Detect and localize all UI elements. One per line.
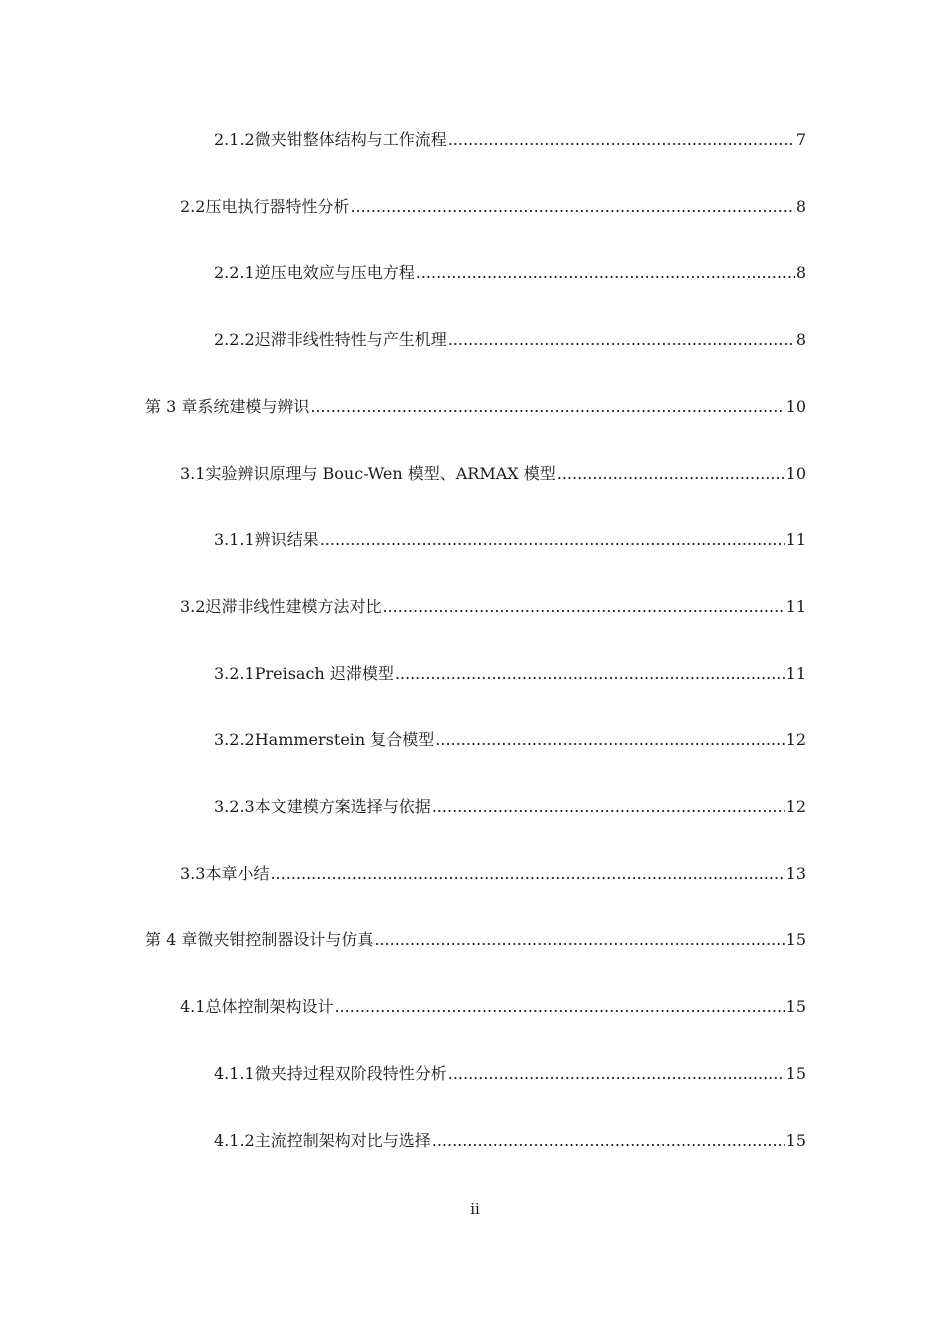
toc-dot-leader [432, 795, 785, 819]
toc-entry-title: 系统建模与辨识 [197, 397, 310, 416]
toc-entry-page: 8 [795, 330, 806, 349]
toc-entry-title: 微夹钳控制器设计与仿真 [197, 930, 374, 949]
toc-entry[interactable] [180, 595, 806, 619]
page-number: ii [470, 1200, 480, 1218]
toc-entry[interactable] [180, 995, 806, 1019]
toc-entry-title: 微夹持过程双阶段特性分析 [254, 1064, 447, 1083]
toc-entry-title: Preisach 迟滞模型 [254, 664, 394, 683]
toc-entry[interactable] [214, 1129, 806, 1153]
toc-entry-number: 4.1 [180, 997, 206, 1016]
toc-entry-title: 主流控制架构对比与选择 [254, 1131, 431, 1150]
toc-entry-title: 逆压电效应与压电方程 [254, 263, 415, 282]
toc-entry-number: 第 4 章 [145, 930, 198, 949]
toc-entry-number: 3.1.1 [214, 530, 255, 549]
toc-dot-leader [310, 395, 784, 419]
toc-entry[interactable] [214, 728, 806, 752]
toc-entry-page: 10 [785, 397, 806, 416]
toc-entry-title: Hammerstein 复合模型 [254, 730, 435, 749]
toc-dot-leader [448, 328, 795, 352]
toc-entry-title: 本文建模方案选择与依据 [254, 797, 431, 816]
toc-entry-page: 13 [785, 864, 806, 883]
toc-entry-number: 3.1 [180, 464, 206, 483]
toc-dot-leader [270, 862, 784, 886]
toc-entry-page: 15 [785, 1131, 806, 1150]
toc-entry[interactable] [145, 395, 806, 419]
toc-entry[interactable] [214, 261, 806, 285]
toc-entry[interactable] [180, 195, 806, 219]
toc-entry-number: 2.2.2 [214, 330, 255, 349]
toc-dot-leader [435, 728, 784, 752]
toc-entry-page: 15 [785, 1064, 806, 1083]
toc-entry-title: 总体控制架构设计 [205, 997, 334, 1016]
toc-dot-leader [350, 195, 794, 219]
toc-entry-title: 实验辨识原理与 Bouc-Wen 模型、ARMAX 模型 [205, 464, 556, 483]
toc-entry-title: 迟滞非线性建模方法对比 [205, 597, 382, 616]
toc-entry-number: 2.2.1 [214, 263, 255, 282]
toc-dot-leader [382, 595, 784, 619]
toc-dot-leader [320, 528, 785, 552]
toc-entry-page: 12 [785, 797, 806, 816]
toc-entry-page: 11 [785, 597, 806, 616]
toc-entry-page: 15 [785, 930, 806, 949]
toc-entry-number: 4.1.2 [214, 1131, 255, 1150]
toc-entry-title: 压电执行器特性分析 [205, 197, 350, 216]
toc-entry-title: 辨识结果 [254, 530, 319, 549]
toc-entry-title: 迟滞非线性特性与产生机理 [254, 330, 447, 349]
toc-entry[interactable] [214, 795, 806, 819]
toc-entry-title: 本章小结 [205, 864, 270, 883]
toc-entry-number: 3.3 [180, 864, 206, 883]
toc-dot-leader [416, 261, 795, 285]
toc-entry-page: 15 [785, 997, 806, 1016]
toc-entry-page: 8 [795, 197, 806, 216]
toc-entry[interactable] [214, 528, 806, 552]
toc-entry-number: 3.2.2 [214, 730, 255, 749]
toc-entry-page: 7 [795, 130, 806, 149]
toc-dot-leader [448, 128, 795, 152]
toc-entry-page: 11 [785, 664, 806, 683]
toc-dot-leader [448, 1062, 785, 1086]
toc-entry[interactable] [180, 462, 806, 486]
toc-entry[interactable] [145, 928, 806, 952]
toc-entry-title: 微夹钳整体结构与工作流程 [254, 130, 447, 149]
toc-entry-number: 2.2 [180, 197, 206, 216]
toc-entry-page: 8 [795, 263, 806, 282]
toc-entry-number: 第 3 章 [145, 397, 198, 416]
toc-entry-number: 3.2.3 [214, 797, 255, 816]
toc-dot-leader [432, 1129, 785, 1153]
toc-entry[interactable] [180, 862, 806, 886]
toc-entry-page: 10 [785, 464, 806, 483]
toc-entry-page: 11 [785, 530, 806, 549]
toc-dot-leader [557, 462, 785, 486]
toc-entry-number: 2.1.2 [214, 130, 255, 149]
toc-entry-number: 3.2 [180, 597, 206, 616]
toc-entry[interactable] [214, 328, 806, 352]
toc-dot-leader [374, 928, 784, 952]
toc-entry-number: 3.2.1 [214, 664, 255, 683]
toc-entry[interactable] [214, 128, 806, 152]
toc-dot-leader [334, 995, 784, 1019]
toc-entry-number: 4.1.1 [214, 1064, 255, 1083]
toc-entry-page: 12 [785, 730, 806, 749]
toc-dot-leader [395, 662, 785, 686]
toc-entry[interactable] [214, 662, 806, 686]
toc-entry[interactable] [214, 1062, 806, 1086]
